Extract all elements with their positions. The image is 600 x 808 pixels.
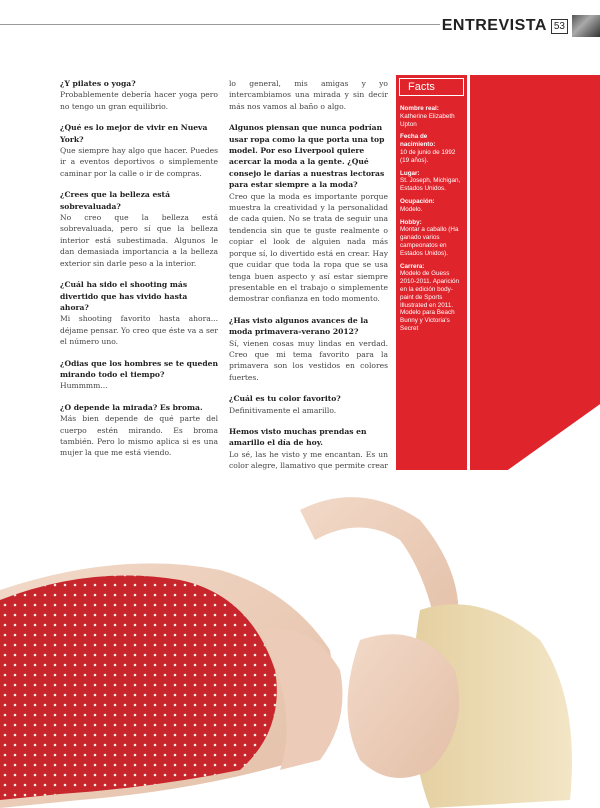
fact-label: Hobby: [400,218,422,226]
page-number: 53 [551,19,568,34]
facts-sidebar [396,75,467,497]
qa-block [60,122,218,179]
qa-block [60,402,218,459]
answer: Probablemente debería hacer yoga pero no tengo un gran equilibrio. [60,90,218,111]
question: ¿Y pilates o yoga? [60,79,136,88]
answer: Lo sé, las he visto y me encantan. Es un color alegre, llamativo que permite crear [229,449,388,471]
fact-label: Lugar: [400,169,420,177]
facts-title-box [399,78,464,96]
question: ¿Cuál ha sido el shooting más divertido que has vivido hasta ahora? [60,280,188,312]
answer: Hummmm... [60,381,108,391]
header-thumbnail-image [572,15,600,37]
answer: Definitivamente el amarillo. [229,405,337,415]
fact-value: Modelo. [400,205,423,213]
question: ¿Crees que la belleza está sobrevaluada? [60,190,170,211]
question: Hemos visto muchas prendas en amarillo el día de hoy. [229,426,367,448]
question: ¿Has visto algunos avances de la moda primavera-verano 2012? [229,315,369,337]
header-rule [0,24,440,25]
facts-title: Facts [408,81,435,93]
qa-block [229,122,388,305]
model-photo [0,470,600,808]
polka-dot-dress [0,576,277,801]
fact-item [400,198,464,214]
fact-value: Modelo de Guess 2010-2011. Aparición en la edición body-paint de Sports Illustrated en 2011. Modelo para Beach Bunny y Victoria's Secret [400,270,460,332]
interview-column-2 [229,78,388,504]
qa-block [60,358,218,392]
answer: No creo que la belleza está sobrevaluada, pero sí que la belleza interior está subestimada. Algunos le dan demasiada importancia a la belleza exterior sin darle peso a la interior. [60,213,218,268]
answer: Sí, vienen cosas muy lindas en verdad. Creo que mi tema favorito para la primavera son los vestidos en colores fuertes. [229,338,388,382]
qa-block [60,279,218,347]
qa-block [60,189,218,269]
answer: Más bien depende de qué parte del cuerpo estén mirando. Es broma también. Pero lo mismo aplica si es una mujer la que me está viendo. [60,414,218,458]
fact-label: Ocupación: [400,197,435,205]
fact-item [400,219,464,258]
continued-answer: lo general, mis amigas y yo intercambiamos una mirada y sin decir más nos vamos al baño o algo. [229,79,388,111]
fact-label: Nombre real: [400,105,439,112]
qa-block [229,315,388,383]
facts-body [396,96,467,333]
qa-block [229,393,388,416]
fact-value: 10 de junio de 1992 (19 años). [400,148,456,164]
answer: Mi shooting favorito hasta ahora... déjame pensar. Yo creo que éste va a ser el número uno. [60,314,218,347]
fact-item [400,263,464,333]
qa-block [60,78,218,112]
question: ¿Odias que los hombres se te queden mirando todo el tiempo? [60,358,219,379]
answer: Creo que la moda es importante porque muestra la creatividad y la personalidad de cada quien. No se trata de seguir una tendencia sin que te guste realmente o copiar el look de alguien nada más porque sí, lo divertido está en crear. Hay que cuidar que toda la ropa que se usa tenga buen aspecto y así estar siempre presentable en el trabajo o simplemente demostrar confianza en todo momento. [229,191,388,304]
interview-column-1 [60,78,218,536]
answer: Que siempre hay algo que hacer. Puedes ir a eventos deportivos o simplemente caminar por la calle o ir de compras. [60,146,218,178]
question: ¿Qué es lo mejor de vivir en Nueva York? [60,123,208,144]
section-label: ENTREVISTA [441,17,547,34]
fact-item [400,133,464,164]
question: ¿O depende la mirada? Es broma. [60,402,203,412]
fact-value: St. Joseph, Michigan, Estados Unidos. [400,177,461,193]
fact-item [400,170,464,193]
question: Algunos piensan que nunca podrían usar ropa como la que porta una top model. Por eso Liverpool quiere acercar la moda a la gente. ¿Qué consejo le darías a nuestras lectoras para estar siempre a la moda? [229,123,385,190]
fact-label: Carrera: [400,262,425,270]
fact-item [400,105,464,128]
page-header [442,14,600,38]
fact-value: Montar a caballo (Ha ganado varios campeonatos en Estados Unidos). [400,226,459,257]
fact-value: Katherine Elizabeth Upton [400,112,455,128]
question: ¿Cuál es tu color favorito? [229,394,341,404]
red-accent-bar [470,75,600,497]
fact-label: Fecha de nacimiento: [400,133,436,149]
